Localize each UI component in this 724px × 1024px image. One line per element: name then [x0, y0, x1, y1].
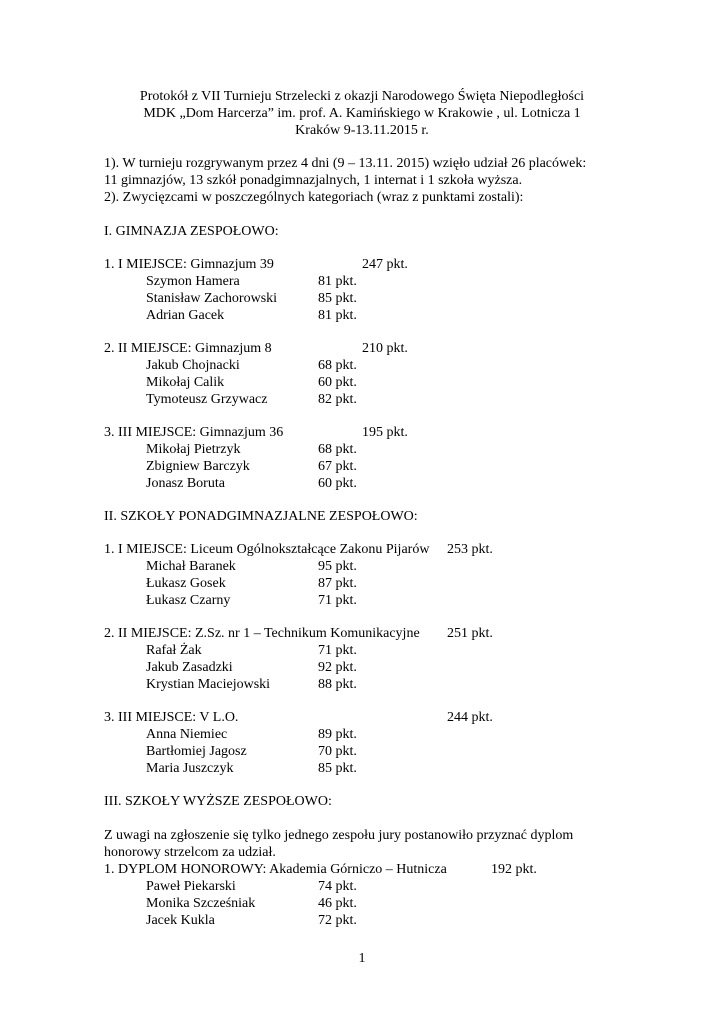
member-name: Bartłomiej Jagosz — [146, 744, 247, 759]
place-points: 251 pkt. — [447, 626, 493, 641]
member-name: Monika Szcześniak — [146, 896, 256, 911]
place-label: 3. III MIEJSCE: V L.O. — [104, 710, 239, 725]
member-points: 81 pkt. — [318, 308, 357, 323]
member-name: Krystian Maciejowski — [146, 677, 271, 692]
intro-line-2: 11 gimnazjów, 13 szkół ponadgimnazjalnych, 1 internat i 1 szkoła wyższa. — [104, 173, 523, 188]
place-label: 2. II MIEJSCE: Gimnazjum 8 — [104, 341, 272, 356]
member-name: Jonasz Boruta — [146, 476, 225, 491]
member-name: Mikołaj Calik — [146, 375, 225, 390]
header-line-1: Protokół z VII Turnieju Strzelecki z okazji Narodowego Święta Niepodległości — [139, 89, 585, 104]
member-points: 82 pkt. — [318, 392, 357, 407]
member-points: 87 pkt. — [318, 576, 357, 591]
member-points: 60 pkt. — [318, 476, 357, 491]
note-line-2: honorowy strzelcom za udział. — [104, 845, 276, 860]
place-points: 247 pkt. — [362, 257, 408, 272]
member-points: 46 pkt. — [318, 896, 357, 911]
intro-line-3: 2). Zwycięzcami w poszczególnych kategoriach (wraz z punktami zostali): — [104, 190, 524, 205]
member-points: 85 pkt. — [318, 761, 357, 776]
place-points: 253 pkt. — [447, 542, 493, 557]
member-name: Zbigniew Barczyk — [146, 459, 250, 474]
member-name: Maria Juszczyk — [146, 761, 234, 776]
member-points: 81 pkt. — [318, 274, 357, 289]
place-points: 210 pkt. — [362, 341, 408, 356]
member-points: 71 pkt. — [318, 643, 357, 658]
member-name: Rafał Żak — [146, 643, 202, 658]
place-label: 1. I MIEJSCE: Gimnazjum 39 — [104, 257, 274, 272]
page-number: 1 — [358, 951, 366, 966]
member-points: 70 pkt. — [318, 744, 357, 759]
header-line-2: MDK „Dom Harcerza” im. prof. A. Kamińskiego w Krakowie , ul. Lotnicza 1 — [143, 106, 581, 121]
section-title-gimnazja: I. GIMNAZJA ZESPOŁOWO: — [104, 224, 279, 239]
member-points: 72 pkt. — [318, 913, 357, 928]
member-points: 71 pkt. — [318, 593, 357, 608]
member-points: 60 pkt. — [318, 375, 357, 390]
member-points: 68 pkt. — [318, 358, 357, 373]
intro-line-1: 1). W turnieju rozgrywanym przez 4 dni (9 – 13.11. 2015) wzięło udział 26 placówek: — [104, 156, 587, 171]
member-name: Michał Baranek — [146, 559, 236, 574]
member-name: Paweł Piekarski — [146, 879, 236, 894]
member-name: Mikołaj Pietrzyk — [146, 442, 241, 457]
header-line-3: Kraków 9-13.11.2015 r. — [295, 123, 429, 138]
section-title-ponadgimnazjalne: II. SZKOŁY PONADGIMNAZJALNE ZESPOŁOWO: — [104, 509, 418, 524]
member-name: Jacek Kukla — [146, 913, 215, 928]
member-points: 85 pkt. — [318, 291, 357, 306]
place-points: 244 pkt. — [447, 710, 493, 725]
place-label: 3. III MIEJSCE: Gimnazjum 36 — [104, 425, 284, 440]
member-name: Jakub Zasadzki — [146, 660, 233, 675]
place-points: 195 pkt. — [362, 425, 408, 440]
member-name: Adrian Gacek — [146, 308, 225, 323]
member-points: 67 pkt. — [318, 459, 357, 474]
place-points: 192 pkt. — [491, 862, 537, 877]
section-title-szkoly-wyzsze: III. SZKOŁY WYŻSZE ZESPOŁOWO: — [104, 794, 332, 809]
note-line-1: Z uwagi na zgłoszenie się tylko jednego zespołu jury postanowiło przyznać dyplom — [104, 828, 574, 843]
place-label: 2. II MIEJSCE: Z.Sz. nr 1 – Technikum Komunikacyjne — [104, 626, 420, 641]
member-name: Łukasz Czarny — [146, 593, 231, 608]
member-points: 88 pkt. — [318, 677, 357, 692]
member-points: 92 pkt. — [318, 660, 357, 675]
member-points: 74 pkt. — [318, 879, 357, 894]
member-points: 68 pkt. — [318, 442, 357, 457]
member-name: Łukasz Gosek — [146, 576, 226, 591]
member-points: 89 pkt. — [318, 727, 357, 742]
member-name: Jakub Chojnacki — [146, 358, 240, 373]
member-points: 95 pkt. — [318, 559, 357, 574]
place-label: 1. I MIEJSCE: Liceum Ogólnokształcące Zakonu Pijarów — [104, 542, 430, 557]
member-name: Tymoteusz Grzywacz — [146, 392, 268, 407]
member-name: Szymon Hamera — [146, 274, 240, 289]
place-label: 1. DYPLOM HONOROWY: Akademia Górniczo – Hutnicza — [104, 862, 447, 877]
member-name: Anna Niemiec — [146, 727, 228, 742]
member-name: Stanisław Zachorowski — [146, 291, 278, 306]
